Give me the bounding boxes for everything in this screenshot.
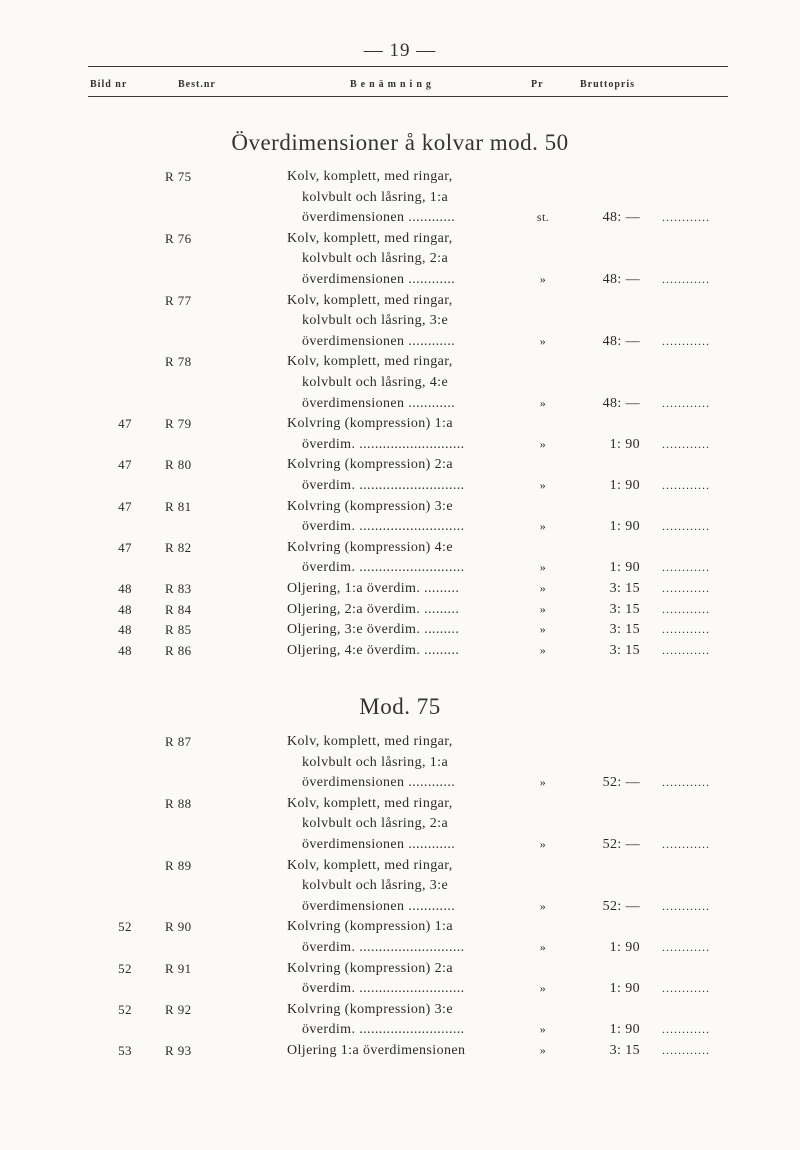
unit: » <box>539 642 547 657</box>
header-per: Pr <box>531 79 544 90</box>
gross-price: 52: — <box>602 775 640 791</box>
gross-price: 48: — <box>602 333 640 349</box>
description-line: överdim. ........................... <box>302 940 465 955</box>
unit: » <box>539 436 547 451</box>
unit: » <box>539 478 547 492</box>
unit: » <box>539 1043 547 1057</box>
description-line: överdimensionen ............ <box>302 898 456 914</box>
description-line: överdim. ........................... <box>302 560 465 576</box>
description-line: Oljering, 1:a överdim. ......... <box>287 581 460 596</box>
article-number: R 88 <box>165 795 192 811</box>
description-line: överdim. ........................... <box>302 981 465 997</box>
description-line: Kolvring (kompression) 2:a <box>287 457 453 473</box>
description-line: kolvbult och låsring, 3:e <box>302 878 449 894</box>
unit: » <box>539 560 547 575</box>
article-number: R 90 <box>165 919 192 935</box>
unit: » <box>539 898 547 913</box>
article-number: R 81 <box>165 498 192 514</box>
price-blank: ............ <box>662 210 710 225</box>
unit: » <box>539 837 547 851</box>
article-number: R 87 <box>165 734 192 749</box>
gross-price: 1: 90 <box>609 478 640 493</box>
header-best-nr: Best.nr <box>178 79 216 90</box>
bild-number: 48 <box>118 581 132 596</box>
unit: » <box>539 395 547 410</box>
price-blank: ............ <box>662 478 710 492</box>
description-line: överdim. ........................... <box>302 478 465 493</box>
gross-price: 3: 15 <box>609 601 640 617</box>
gross-price: 1: 90 <box>609 1022 640 1038</box>
description-line: Kolv, komplett, med ringar, <box>287 354 453 370</box>
description-line: Kolvring (kompression) 3:e <box>287 498 453 514</box>
description-line: kolvbult och låsring, 2:a <box>302 251 449 267</box>
price-blank: ............ <box>662 642 710 657</box>
description-line: överdimensionen ............ <box>302 333 456 349</box>
unit: » <box>539 1022 547 1037</box>
article-number: R 79 <box>165 416 192 432</box>
article-number: R 89 <box>165 857 192 873</box>
description-line: överdim. ........................... <box>302 519 465 535</box>
description-line: kolvbult och låsring, 2:a <box>302 816 449 832</box>
gross-price: 3: 15 <box>609 622 640 638</box>
header-bruttopris: Bruttopris <box>580 79 635 90</box>
gross-price: 3: 15 <box>609 642 640 658</box>
description-line: Kolv, komplett, med ringar, <box>287 734 453 749</box>
description-line: Kolv, komplett, med ringar, <box>287 795 453 811</box>
price-blank: ............ <box>662 622 710 637</box>
gross-price: 1: 90 <box>609 940 640 955</box>
gross-price: 3: 15 <box>609 1043 640 1058</box>
description-line: kolvbult och låsring, 1:a <box>302 189 449 205</box>
price-blank: ............ <box>662 1043 710 1057</box>
article-number: R 84 <box>165 601 192 617</box>
description-line: Kolv, komplett, med ringar, <box>287 169 453 184</box>
price-blank: ............ <box>662 581 710 595</box>
article-number: R 76 <box>165 230 192 246</box>
gross-price: 1: 90 <box>609 519 640 535</box>
price-blank: ............ <box>662 837 710 851</box>
gross-price: 48: — <box>602 395 640 411</box>
gross-price: 52: — <box>602 837 640 852</box>
description-line: överdimensionen ............ <box>302 775 456 791</box>
description-line: överdimensionen ............ <box>302 272 456 287</box>
unit: » <box>539 519 547 534</box>
article-number: R 86 <box>165 642 192 658</box>
gross-price: 52: — <box>602 898 640 914</box>
price-blank: ............ <box>662 601 710 616</box>
price-blank: ............ <box>662 333 710 348</box>
unit: » <box>539 622 547 637</box>
gross-price: 3: 15 <box>609 581 640 596</box>
article-number: R 78 <box>165 354 192 370</box>
header-bild-nr: Bild nr <box>90 79 128 90</box>
bild-number: 52 <box>118 919 132 935</box>
bild-number: 47 <box>118 457 132 473</box>
unit: » <box>539 601 547 616</box>
price-blank: ............ <box>662 272 710 286</box>
unit: » <box>539 981 547 996</box>
article-number: R 77 <box>165 292 192 308</box>
description-line: kolvbult och låsring, 3:e <box>302 313 449 329</box>
description-line: Kolv, komplett, med ringar, <box>287 230 453 246</box>
bild-number: 48 <box>118 622 132 638</box>
article-number: R 80 <box>165 457 192 473</box>
article-number: R 92 <box>165 1001 192 1017</box>
price-blank: ............ <box>662 981 710 996</box>
price-blank: ............ <box>662 1022 710 1037</box>
unit: » <box>539 775 547 790</box>
unit: » <box>539 940 547 954</box>
description-line: Kolvring (kompression) 1:a <box>287 416 453 432</box>
section-title: Mod. 75 <box>359 694 441 719</box>
article-number: R 83 <box>165 581 192 596</box>
description-line: kolvbult och låsring, 1:a <box>302 754 449 770</box>
description-line: Oljering, 3:e överdim. ......... <box>287 622 460 638</box>
header-bottom-rule <box>88 96 728 97</box>
description-line: Oljering, 4:e överdim. ......... <box>287 642 460 658</box>
header-benamning: Benämning <box>350 79 435 90</box>
bild-number: 52 <box>118 1001 132 1017</box>
article-number: R 91 <box>165 960 192 976</box>
price-blank: ............ <box>662 436 710 451</box>
price-blank: ............ <box>662 775 710 790</box>
unit: » <box>539 581 547 595</box>
unit: st. <box>536 210 550 225</box>
price-blank: ............ <box>662 519 710 534</box>
price-blank: ............ <box>662 560 710 575</box>
article-number: R 75 <box>165 169 192 184</box>
gross-price: 1: 90 <box>609 436 640 452</box>
bild-number: 48 <box>118 642 132 658</box>
unit: » <box>539 333 547 348</box>
description-line: Oljering, 2:a överdim. ......... <box>287 601 460 617</box>
price-blank: ............ <box>662 940 710 954</box>
bild-number: 48 <box>118 601 132 617</box>
description-line: överdimensionen ............ <box>302 395 456 411</box>
article-number: R 82 <box>165 539 192 555</box>
description-line: Kolvring (kompression) 3:e <box>287 1001 453 1017</box>
description-line: Kolvring (kompression) 2:a <box>287 960 453 976</box>
description-line: Kolv, komplett, med ringar, <box>287 857 453 873</box>
article-number: R 85 <box>165 622 192 638</box>
price-blank: ............ <box>662 395 710 410</box>
gross-price: 48: — <box>602 272 640 287</box>
description-line: överdimensionen ............ <box>302 837 456 852</box>
gross-price: 1: 90 <box>609 981 640 997</box>
description-line: överdimensionen ............ <box>302 210 456 226</box>
section-title: Överdimensioner å kolvar mod. 50 <box>231 130 569 155</box>
description-line: kolvbult och låsring, 4:e <box>302 375 449 390</box>
description-line: Kolv, komplett, med ringar, <box>287 292 453 308</box>
page-number: — 19 — <box>363 40 437 61</box>
gross-price: 48: — <box>602 210 640 226</box>
gross-price: 1: 90 <box>609 560 640 576</box>
bild-number: 47 <box>118 539 132 555</box>
bild-number: 47 <box>118 498 132 514</box>
description-line: överdim. ........................... <box>302 436 465 452</box>
description-line: Kolvring (kompression) 1:a <box>287 919 453 935</box>
bild-number: 53 <box>118 1043 132 1058</box>
bild-number: 52 <box>118 960 132 976</box>
description-line: Oljering 1:a överdimensionen <box>287 1043 466 1058</box>
description-line: överdim. ........................... <box>302 1022 465 1038</box>
description-line: Kolvring (kompression) 4:e <box>287 539 453 555</box>
bild-number: 47 <box>118 416 132 432</box>
header-top-rule <box>88 66 728 67</box>
price-blank: ............ <box>662 898 710 913</box>
unit: » <box>539 272 547 286</box>
article-number: R 93 <box>165 1043 192 1058</box>
